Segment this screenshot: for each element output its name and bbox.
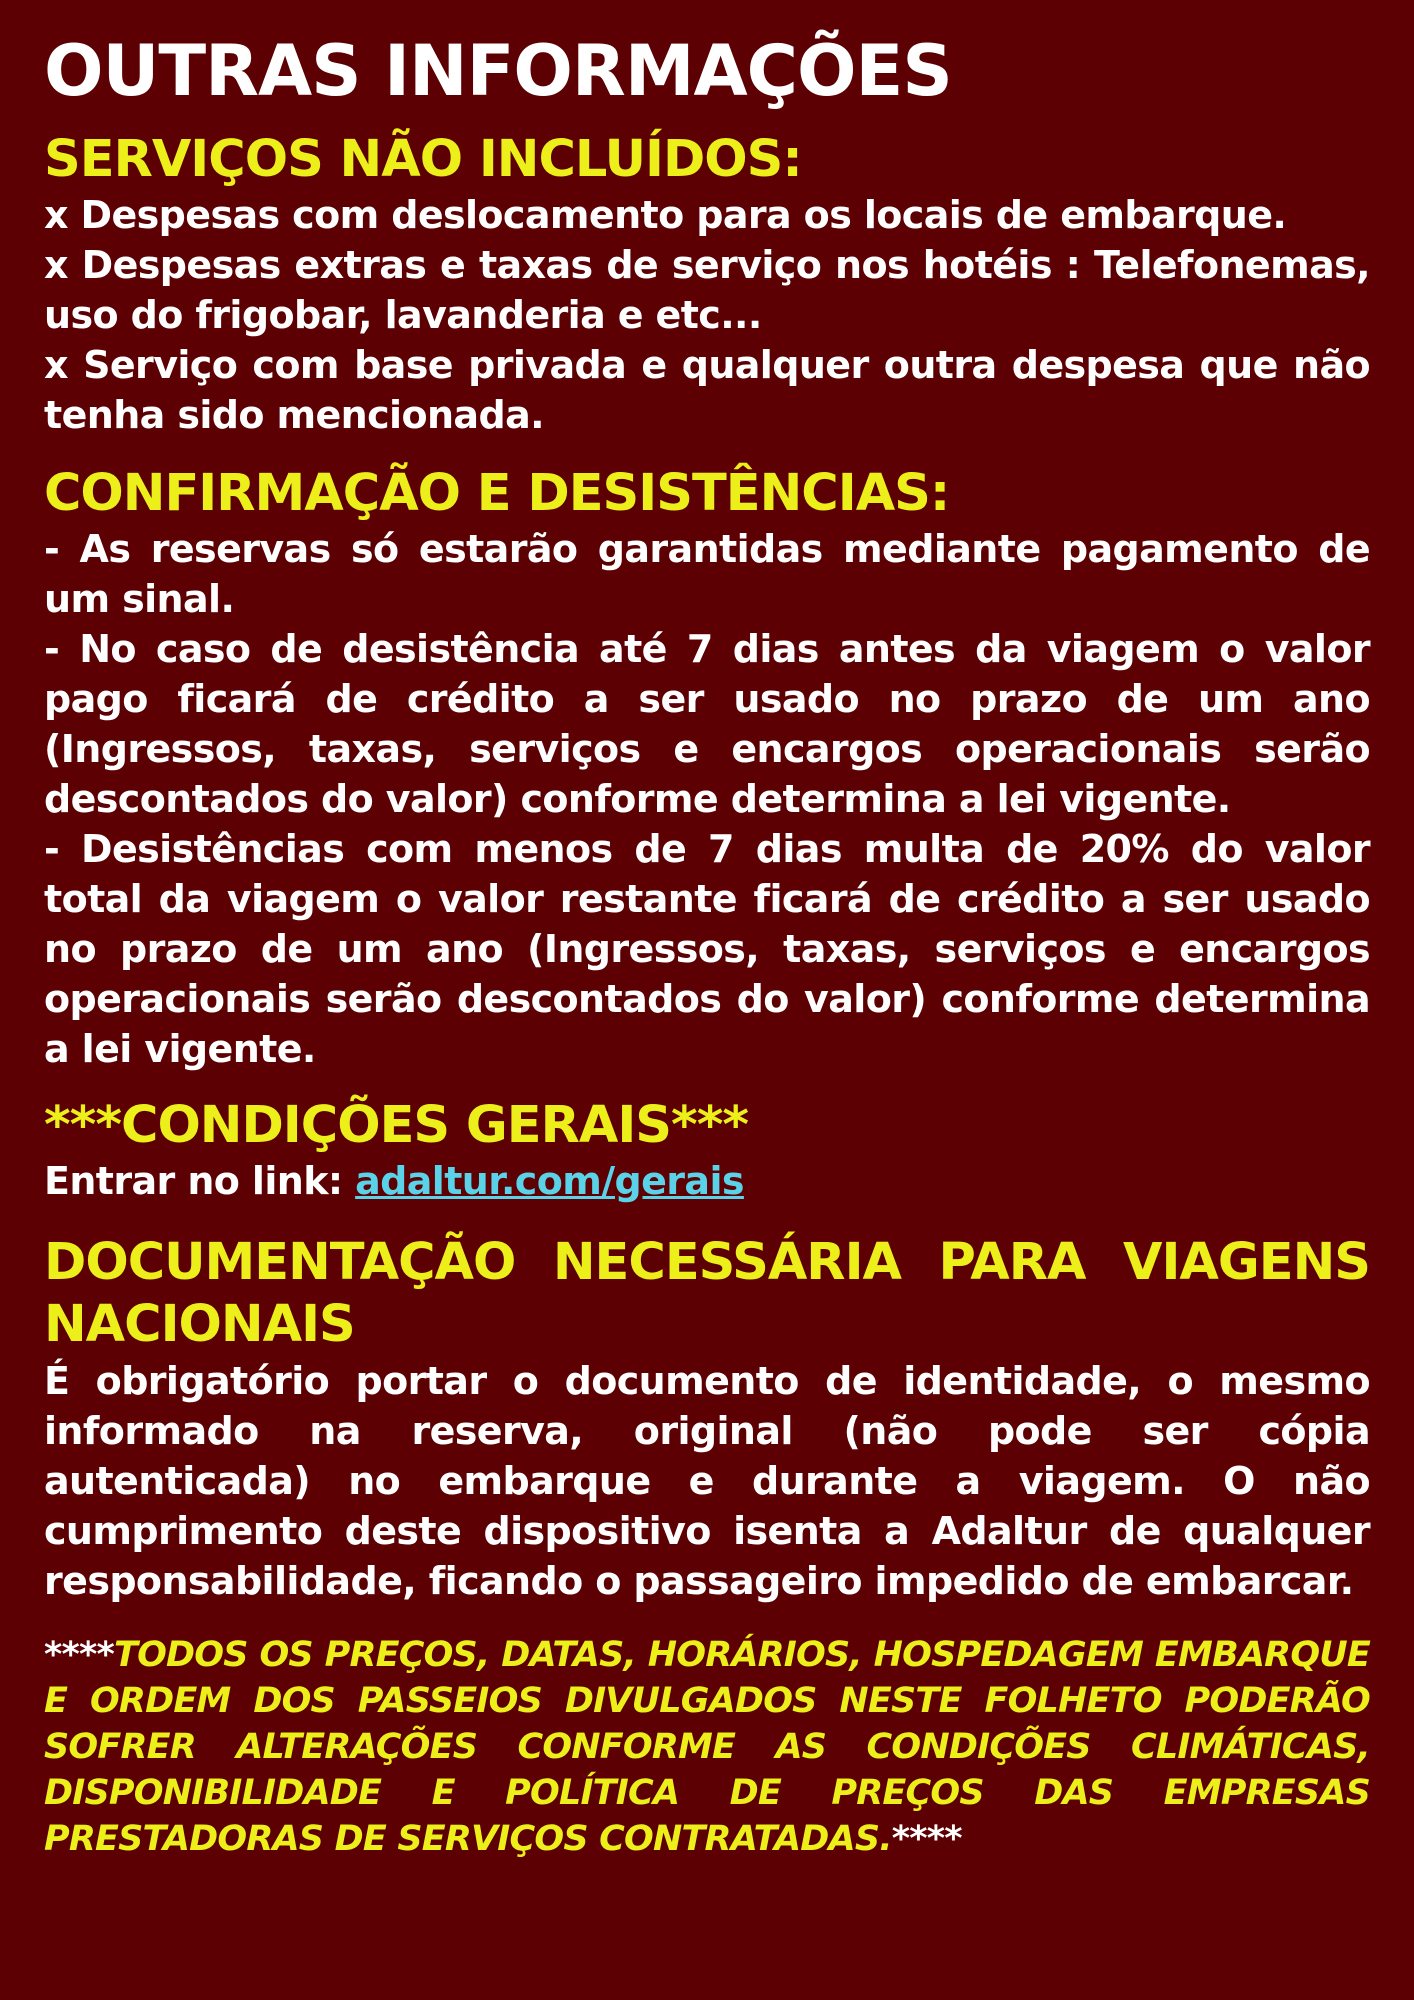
section-heading: CONFIRMAÇÃO E DESISTÊNCIAS: [44, 464, 950, 523]
list-item: - As reservas só estarão garantidas mediante pagamento de um sinal. [44, 527, 1370, 621]
list-item: - Desistências com menos de 7 dias multa de 20% do valor total da viagem o valor restante ficará de crédito a ser usado no prazo de um ano (Ingressos, taxas, serviços e encargos operacionais serão descontados do valor) conforme determina a lei vigente. [44, 827, 1370, 1071]
disclaimer [44, 1632, 1370, 1862]
section-required-documents [44, 1232, 1370, 1606]
section-heading: DOCUMENTAÇÃO NECESSÁRIA PARA VIAGENS NACIONAIS [44, 1233, 1370, 1354]
section-general-conditions [44, 1096, 1370, 1206]
list-item: - No caso de desistência até 7 dias antes da viagem o valor pago ficará de crédito a ser usado no prazo de um ano (Ingressos, taxas, serviços e encargos operacionais serão descontados do valor) conforme determina a lei vigente. [44, 627, 1370, 821]
section-confirmation-cancellation [44, 464, 1370, 1074]
paragraph: É obrigatório portar o documento de identidade, o mesmo informado na reserva, original (não pode ser cópia autenticada) no embarque e durante a viagem. O não cumprimento deste dispositivo isenta a Adaltur de qualquer responsabilidade, ficando o passageiro impedido de embarcar. [44, 1359, 1370, 1603]
disclaimer-section [44, 1632, 1370, 1862]
disclaimer-suffix: **** [891, 1819, 962, 1859]
link-line [44, 1156, 1370, 1206]
list-item: x Serviço com base privada e qualquer outra despesa que não tenha sido mencionada. [44, 343, 1370, 437]
section-heading: ***CONDIÇÕES GERAIS*** [44, 1096, 749, 1155]
disclaimer-prefix: **** [44, 1635, 115, 1675]
disclaimer-text: TODOS OS PREÇOS, DATAS, HORÁRIOS, HOSPEDAGEM EMBARQUE E ORDEM DOS PASSEIOS DIVULGADOS NESTE FOLHETO PODERÃO SOFRER ALTERAÇÕES CONFORME AS CONDIÇÕES CLIMÁTICAS, DISPONIBILIDADE E POLÍTICA DE PREÇOS DAS EMPRESAS PRESTADORAS DE SERVIÇOS CONTRATADAS. [44, 1635, 1370, 1859]
section-heading: SERVIÇOS NÃO INCLUÍDOS: [44, 130, 802, 189]
section-services-not-included [44, 130, 1370, 440]
link-prefix: Entrar no link: [44, 1159, 356, 1203]
list-item: x Despesas extras e taxas de serviço nos hotéis : Telefonemas, uso do frigobar, lavanderia e etc... [44, 243, 1370, 337]
general-conditions-link[interactable]: adaltur.com/gerais [355, 1159, 744, 1203]
list-item: x Despesas com deslocamento para os locais de embarque. [44, 193, 1287, 237]
page-title: OUTRAS INFORMAÇÕES [44, 30, 952, 112]
